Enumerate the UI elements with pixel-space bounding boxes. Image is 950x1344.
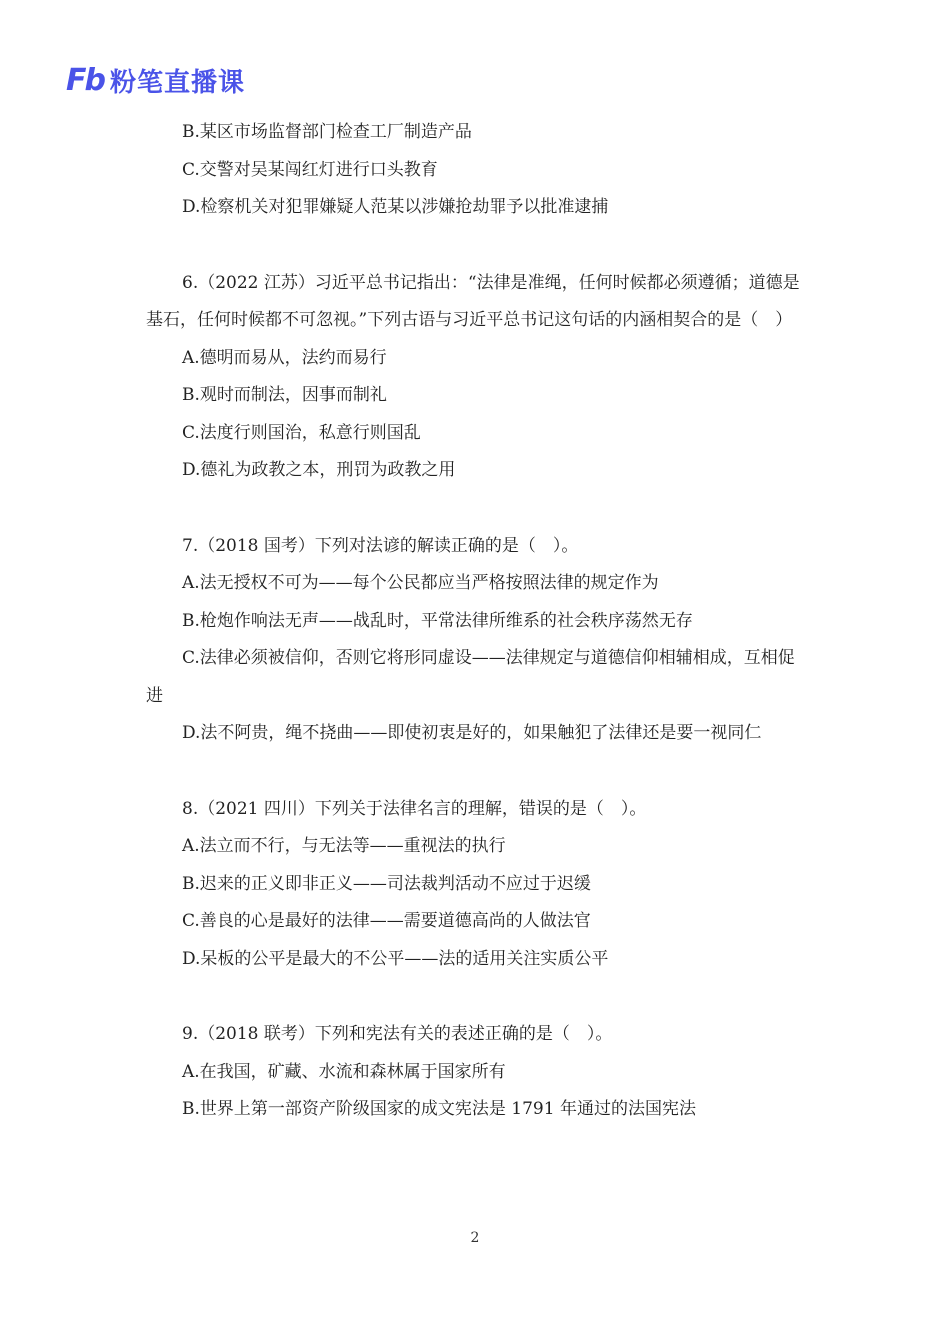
q7-option-c: C.法律必须被信仰，否则它将形同虚设——法律规定与道德信仰相辅相成，互相促进 xyxy=(146,648,795,706)
question-6-stem: 6.（2022 江苏）习近平总书记指出：“法律是准绳，任何时候都必须遵循；道德是基石，任何时候都不可忽视。”下列古语与习近平总书记这句话的内涵相契合的是（ ） xyxy=(146,272,800,330)
q8-option-d: D.呆板的公平是最大的不公平——法的适用关注实质公平 xyxy=(182,948,609,969)
q9-option-a: A.在我国，矿藏、水流和森林属于国家所有 xyxy=(182,1061,506,1082)
q6-option-d: D.德礼为政教之本，刑罚为政教之用 xyxy=(182,460,456,480)
q7-option-b: B.枪炮作响法无声——战乱时，平常法律所维系的社会秩序荡然无存 xyxy=(182,610,693,631)
logo-icon: Fb xyxy=(66,63,104,98)
q6-option-a: A.德明而易从，法约而易行 xyxy=(182,347,387,368)
option-b: B.某区市场监督部门检查工厂制造产品 xyxy=(182,122,472,142)
q7-option-d: D.法不阿贵，绳不挠曲——即使初衷是好的，如果触犯了法律还是要一视同仁 xyxy=(182,723,762,743)
question-8-stem: 8.（2021 四川）下列关于法律名言的理解，错误的是（ ）。 xyxy=(182,798,647,819)
question-9-stem: 9.（2018 联考）下列和宪法有关的表述正确的是（ ）。 xyxy=(182,1024,613,1044)
q9-option-b: B.世界上第一部资产阶级国家的成文宪法是 1791 年通过的法国宪法 xyxy=(182,1099,696,1119)
q8-option-b: B.迟来的正义即非正义——司法裁判活动不应过于迟缓 xyxy=(182,873,591,894)
option-c: C.交警对吴某闯红灯进行口头教育 xyxy=(182,159,438,180)
logo-text: 粉笔直播课 xyxy=(109,68,245,98)
page-number: 2 xyxy=(470,1230,480,1246)
q6-option-b: B.观时而制法，因事而制礼 xyxy=(182,385,387,405)
brand-logo xyxy=(66,62,245,99)
q6-option-c: C.法度行则国治，私意行则国乱 xyxy=(182,422,421,443)
document-body xyxy=(146,114,810,1129)
q8-option-a: A.法立而不行，与无法等——重视法的执行 xyxy=(182,836,506,856)
q8-option-c: C.善良的心是最好的法律——需要道德高尚的人做法官 xyxy=(182,911,591,931)
q7-option-a: A.法无授权不可为——每个公民都应当严格按照法律的规定作为 xyxy=(182,573,659,593)
question-7-stem: 7.（2018 国考）下列对法谚的解读正确的是（ ）。 xyxy=(182,535,579,556)
option-d: D.检察机关对犯罪嫌疑人范某以涉嫌抢劫罪予以批准逮捕 xyxy=(182,197,609,217)
